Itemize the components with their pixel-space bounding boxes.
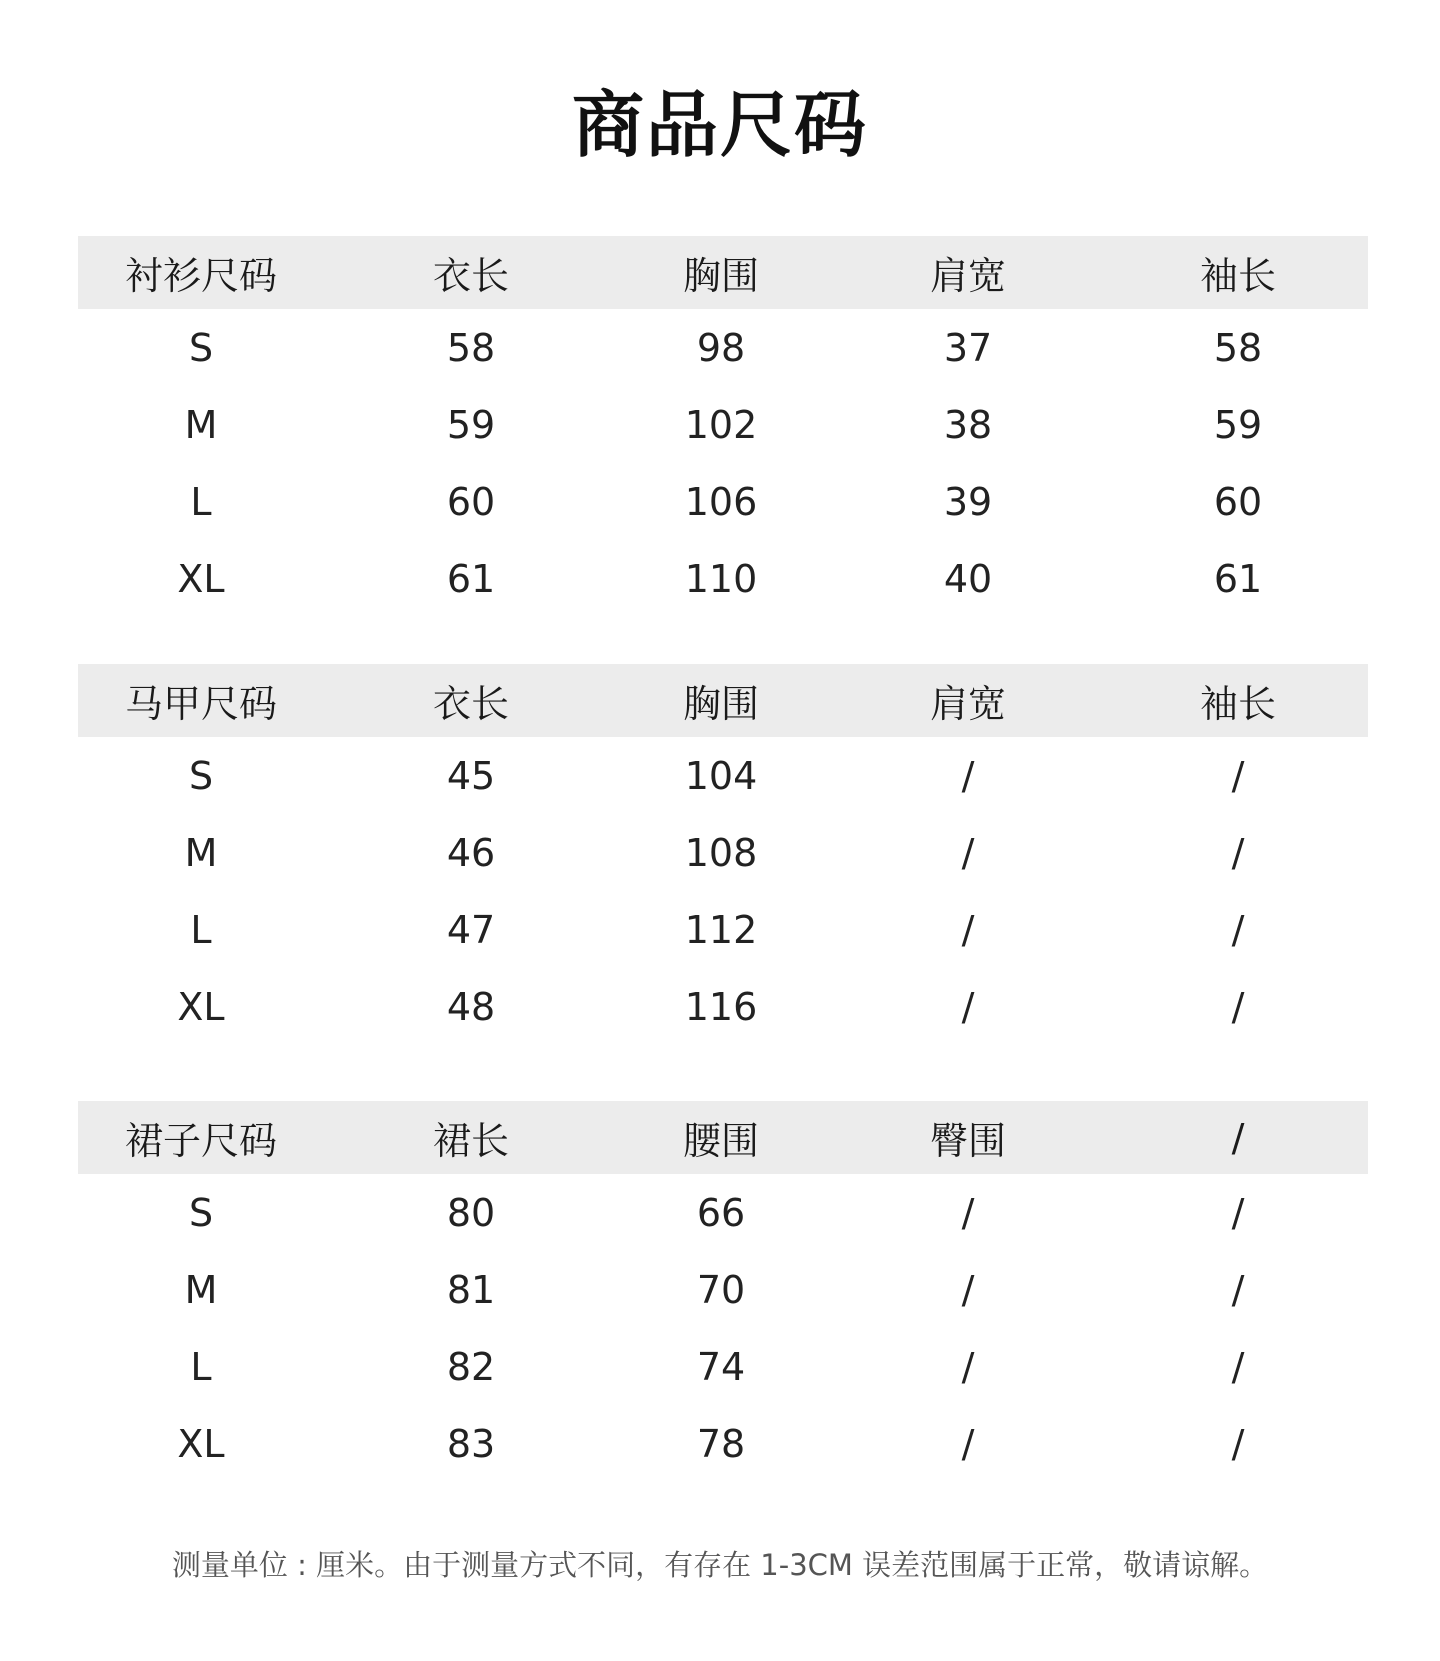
table-cell: / [1231,1267,1245,1312]
table-header-row [78,236,1368,309]
header-cell: 衣长 [432,254,509,298]
table-cell: 81 [446,1267,496,1312]
page-title: 商品尺码 [571,83,868,167]
table-cell: / [1231,1190,1245,1235]
table-cell: L [190,907,212,952]
table-cell: / [961,984,975,1029]
table-cell: 108 [684,830,758,875]
vest-size-table [78,664,1368,1045]
table-cell: 37 [943,325,993,370]
table-cell: M [184,830,218,875]
table-row [78,463,1368,540]
table-header-row [78,664,1368,737]
table-cell: S [188,1190,214,1235]
table-cell: 40 [943,556,993,601]
table-cell: 104 [684,753,758,798]
table-cell: / [1231,907,1245,952]
header-cell: / [1231,1115,1245,1160]
table-cell: / [961,907,975,952]
table-cell: XL [177,984,225,1029]
table-cell: / [1231,1344,1245,1389]
table-cell: L [190,479,212,524]
table-cell: 98 [696,325,746,370]
header-cell: 裙子尺码 [124,1119,277,1163]
table-cell: 58 [1213,325,1263,370]
table-cell: S [188,753,214,798]
table-row [78,968,1368,1045]
table-cell: 61 [1213,556,1263,601]
table-cell: 82 [446,1344,496,1389]
table-cell: 59 [446,402,496,447]
table-row [78,814,1368,891]
table-cell: XL [177,556,225,601]
table-cell: L [190,1344,212,1389]
table-cell: 58 [446,325,496,370]
table-row [78,737,1368,814]
table-cell: / [1231,830,1245,875]
header-cell: 胸围 [682,682,759,726]
table-cell: / [961,753,975,798]
header-cell: 衣长 [432,682,509,726]
header-cell: 袖长 [1199,254,1276,298]
table-cell: 61 [446,556,496,601]
header-cell: 马甲尺码 [124,682,277,726]
table-cell: / [961,1421,975,1466]
measurement-note: 测量单位 : 厘米。由于测量方式不同，有存在 1-3CM 误差范围属于正常，敬请谅解。 [171,1548,1269,1582]
skirt-size-table [78,1101,1368,1482]
table-cell: S [188,325,214,370]
table-cell: 70 [696,1267,746,1312]
table-cell: 38 [943,402,993,447]
header-cell: 胸围 [682,254,759,298]
table-cell: 60 [446,479,496,524]
table-cell: 59 [1213,402,1263,447]
table-cell: / [961,830,975,875]
table-cell: 78 [696,1421,746,1466]
table-cell: 45 [446,753,496,798]
table-row [78,1328,1368,1405]
table-cell: / [961,1190,975,1235]
header-cell: 衬衫尺码 [124,254,277,298]
table-cell: M [184,402,218,447]
table-cell: 39 [943,479,993,524]
table-cell: / [1231,1421,1245,1466]
table-cell: 66 [696,1190,746,1235]
header-cell: 袖长 [1199,682,1276,726]
header-cell: 裙长 [432,1119,509,1163]
table-cell: / [961,1267,975,1312]
table-cell: 80 [446,1190,496,1235]
table-cell: 83 [446,1421,496,1466]
table-row [78,540,1368,617]
table-cell: 110 [684,556,758,601]
table-row [78,309,1368,386]
table-cell: 116 [684,984,758,1029]
table-cell: / [961,1344,975,1389]
table-row [78,1405,1368,1482]
table-cell: XL [177,1421,225,1466]
table-header-row [78,1101,1368,1174]
table-row [78,1251,1368,1328]
table-cell: 112 [684,907,758,952]
shirt-size-table [78,236,1368,617]
table-cell: 48 [446,984,496,1029]
table-cell: 60 [1213,479,1263,524]
table-cell: / [1231,753,1245,798]
header-cell: 臀围 [929,1119,1006,1163]
header-cell: 腰围 [682,1119,759,1163]
table-cell: 102 [684,402,758,447]
table-row [78,1174,1368,1251]
table-cell: 106 [684,479,758,524]
table-row [78,386,1368,463]
table-cell: M [184,1267,218,1312]
table-cell: 46 [446,830,496,875]
table-cell: 74 [696,1344,746,1389]
header-cell: 肩宽 [929,254,1006,298]
table-cell: / [1231,984,1245,1029]
header-cell: 肩宽 [929,682,1006,726]
table-cell: 47 [446,907,496,952]
table-row [78,891,1368,968]
